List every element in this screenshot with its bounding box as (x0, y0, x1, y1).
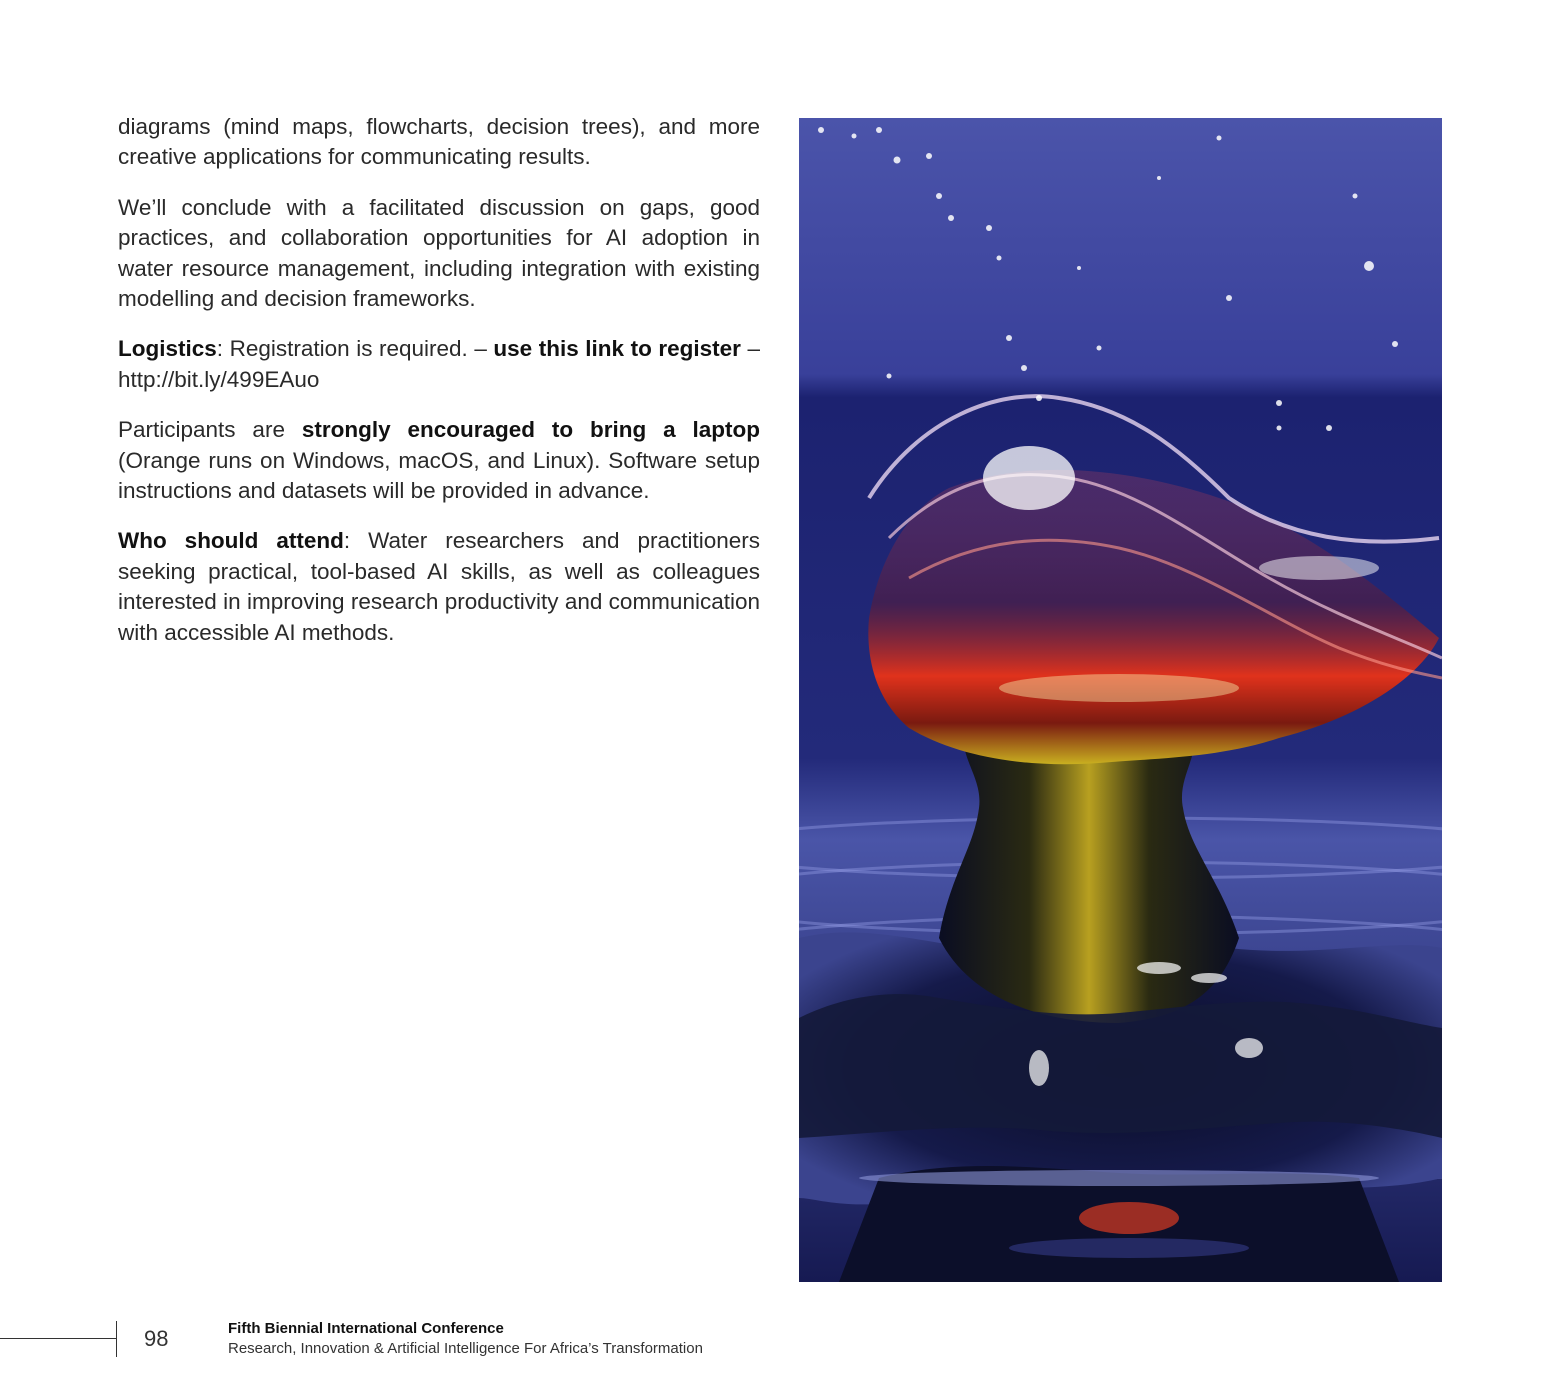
footer-running-title (228, 1319, 703, 1360)
paragraph-diagrams: diagrams (mind maps, flowcharts, decision trees), and more creative applications for communicating results. (118, 114, 760, 170)
paragraph-discussion: We’ll conclude with a facilitated discussion on gaps, good practices, and collaboration opportunities for AI adoption in water resource management, including integration with existing modelling and decision frameworks. (118, 194, 760, 312)
audience-text: : Water researchers and practitioners seeking practical, tool-based AI skills, as well as colleagues interested in improving research productivity and communication with accessible AI methods. (118, 528, 760, 645)
footer-rule (0, 1338, 117, 1339)
laptop-text-lead: Participants are (118, 417, 302, 443)
conference-title: Fifth Biennial International Conference (228, 1320, 504, 1337)
register-url[interactable]: – http://bit.ly/499EAuo (118, 336, 760, 392)
liquid-splash-photo (799, 118, 1442, 1282)
logistics-text: : Registration is required. – (216, 336, 494, 362)
audience-label: Who should attend (118, 528, 344, 554)
body-text-column (118, 112, 760, 668)
conference-subtitle: Research, Innovation & Artificial Intelligence For Africa’s Transformation (228, 1340, 703, 1357)
register-link-text[interactable]: use this link to register (493, 336, 741, 362)
logistics-label: Logistics (118, 336, 217, 362)
paragraph-logistics (118, 334, 760, 395)
footer-rule-tick (116, 1321, 117, 1357)
paragraph-audience (118, 526, 760, 648)
laptop-text-rest: (Orange runs on Windows, macOS, and Linux). Software setup instructions and datasets will be provided in advance. (118, 447, 760, 504)
laptop-emphasis: strongly encouraged to bring a laptop (301, 417, 761, 443)
paragraph-laptop (118, 415, 760, 506)
page-number: 98 (144, 1326, 169, 1351)
